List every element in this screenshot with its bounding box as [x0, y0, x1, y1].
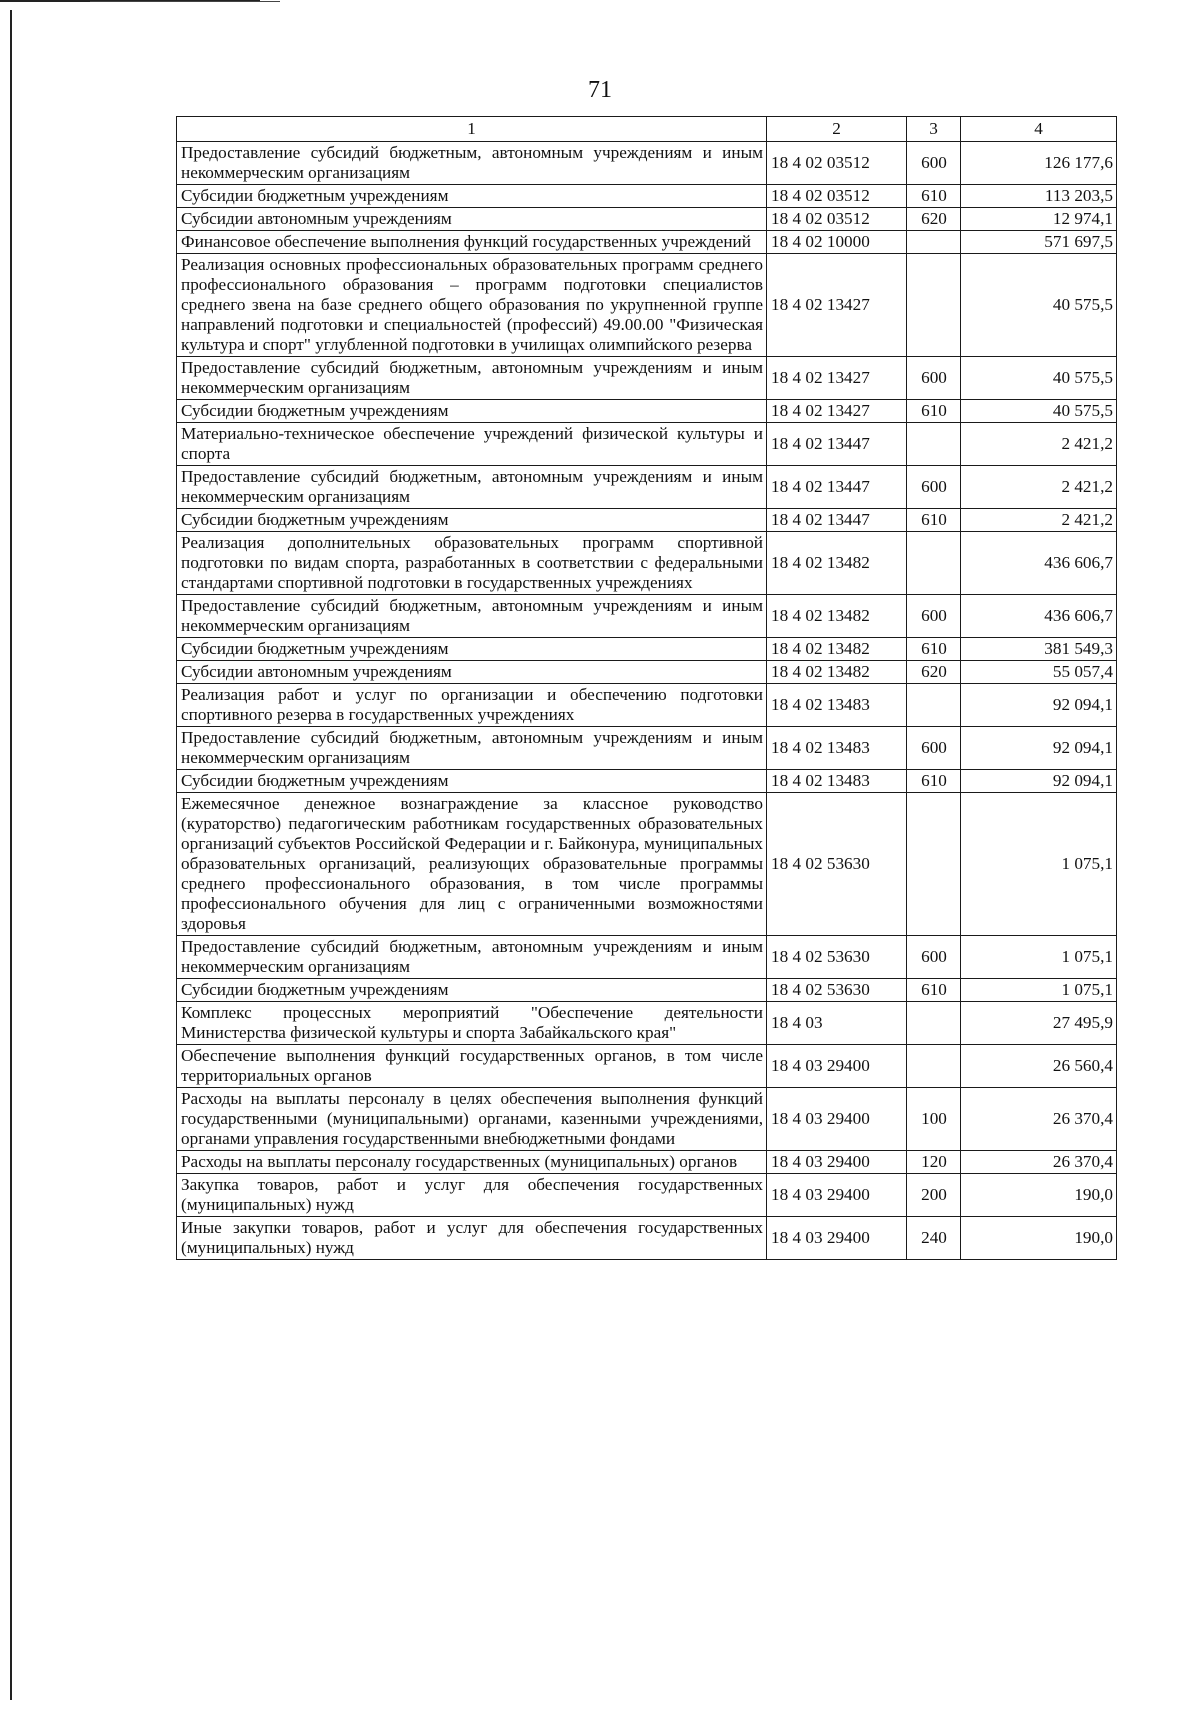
cell-name: Комплекс процессных мероприятий "Обеспечение деятельности Министерства физической культуры и спорта Забайкальского края"	[177, 1002, 767, 1045]
cell-name: Предоставление субсидий бюджетным, автономным учреждениям и иным некоммерческим организациям	[177, 727, 767, 770]
cell-sum: 2 421,2	[961, 423, 1117, 466]
cell-code: 18 4 02 13427	[767, 400, 907, 423]
table-row	[177, 509, 1117, 532]
cell-name: Предоставление субсидий бюджетным, автономным учреждениям и иным некоммерческим организациям	[177, 936, 767, 979]
cell-expense-type: 600	[907, 466, 961, 509]
table-row	[177, 684, 1117, 727]
scan-artifact-left-edge	[10, 10, 12, 1700]
cell-name: Субсидии бюджетным учреждениям	[177, 185, 767, 208]
cell-name: Субсидии бюджетным учреждениям	[177, 770, 767, 793]
budget-table	[176, 116, 1117, 1260]
cell-sum: 1 075,1	[961, 936, 1117, 979]
table-row	[177, 423, 1117, 466]
table-row	[177, 1174, 1117, 1217]
cell-sum: 1 075,1	[961, 793, 1117, 936]
cell-sum: 12 974,1	[961, 208, 1117, 231]
cell-expense-type	[907, 1002, 961, 1045]
cell-sum: 92 094,1	[961, 727, 1117, 770]
table-row	[177, 142, 1117, 185]
cell-sum: 92 094,1	[961, 684, 1117, 727]
page-number: 71	[588, 77, 612, 103]
header-col-1: 1	[177, 117, 767, 142]
cell-sum: 190,0	[961, 1174, 1117, 1217]
cell-code: 18 4 02 13482	[767, 638, 907, 661]
cell-code: 18 4 02 03512	[767, 142, 907, 185]
cell-sum: 92 094,1	[961, 770, 1117, 793]
cell-code: 18 4 02 53630	[767, 979, 907, 1002]
table-row	[177, 532, 1117, 595]
cell-name: Предоставление субсидий бюджетным, автономным учреждениям и иным некоммерческим организациям	[177, 357, 767, 400]
table-row	[177, 254, 1117, 357]
cell-sum: 40 575,5	[961, 357, 1117, 400]
cell-code: 18 4 03 29400	[767, 1088, 907, 1151]
cell-code: 18 4 03 29400	[767, 1151, 907, 1174]
header-col-4: 4	[961, 117, 1117, 142]
cell-expense-type	[907, 423, 961, 466]
cell-expense-type	[907, 532, 961, 595]
cell-name: Материально-техническое обеспечение учреждений физической культуры и спорта	[177, 423, 767, 466]
table-row	[177, 770, 1117, 793]
cell-expense-type: 100	[907, 1088, 961, 1151]
cell-expense-type: 600	[907, 142, 961, 185]
cell-expense-type	[907, 254, 961, 357]
cell-name: Реализация основных профессиональных образовательных программ среднего профессионального образования – программ подготовки специалистов среднего звена на базе среднего общего образования по укрупненной группе направлений подготовки и специальностей (профессий) 49.00.00 "Физическая культура и спорт" углубленной подготовки в училищах олимпийского резерва	[177, 254, 767, 357]
cell-sum: 2 421,2	[961, 466, 1117, 509]
cell-expense-type: 600	[907, 357, 961, 400]
cell-code: 18 4 02 53630	[767, 793, 907, 936]
table-header	[177, 117, 1117, 142]
cell-name: Субсидии автономным учреждениям	[177, 208, 767, 231]
table-row	[177, 1088, 1117, 1151]
cell-name: Субсидии бюджетным учреждениям	[177, 979, 767, 1002]
cell-code: 18 4 02 13447	[767, 509, 907, 532]
cell-code: 18 4 03 29400	[767, 1174, 907, 1217]
cell-expense-type: 610	[907, 770, 961, 793]
cell-sum: 26 370,4	[961, 1151, 1117, 1174]
cell-code: 18 4 03 29400	[767, 1045, 907, 1088]
cell-name: Субсидии бюджетным учреждениям	[177, 509, 767, 532]
cell-expense-type	[907, 231, 961, 254]
cell-expense-type: 120	[907, 1151, 961, 1174]
cell-code: 18 4 02 13427	[767, 254, 907, 357]
table-row	[177, 357, 1117, 400]
cell-expense-type	[907, 1045, 961, 1088]
cell-sum: 26 560,4	[961, 1045, 1117, 1088]
cell-expense-type: 610	[907, 185, 961, 208]
cell-code: 18 4 02 03512	[767, 208, 907, 231]
cell-expense-type: 200	[907, 1174, 961, 1217]
cell-sum: 381 549,3	[961, 638, 1117, 661]
table-row	[177, 1151, 1117, 1174]
table-row	[177, 208, 1117, 231]
table-row	[177, 727, 1117, 770]
cell-name: Закупка товаров, работ и услуг для обеспечения государственных (муниципальных) нужд	[177, 1174, 767, 1217]
cell-expense-type: 600	[907, 936, 961, 979]
table-body	[177, 142, 1117, 1260]
cell-sum: 1 075,1	[961, 979, 1117, 1002]
table-row	[177, 466, 1117, 509]
header-col-3: 3	[907, 117, 961, 142]
cell-code: 18 4 02 13483	[767, 684, 907, 727]
table-row	[177, 661, 1117, 684]
cell-code: 18 4 02 13427	[767, 357, 907, 400]
scan-artifact-top-line-2	[90, 1, 280, 2]
cell-expense-type: 610	[907, 400, 961, 423]
cell-expense-type: 620	[907, 661, 961, 684]
cell-sum: 113 203,5	[961, 185, 1117, 208]
table-row	[177, 936, 1117, 979]
cell-expense-type	[907, 684, 961, 727]
cell-sum: 2 421,2	[961, 509, 1117, 532]
cell-sum: 190,0	[961, 1217, 1117, 1260]
table-row	[177, 595, 1117, 638]
cell-sum: 26 370,4	[961, 1088, 1117, 1151]
cell-name: Обеспечение выполнения функций государственных органов, в том числе территориальных органов	[177, 1045, 767, 1088]
cell-sum: 436 606,7	[961, 595, 1117, 638]
table-row	[177, 638, 1117, 661]
cell-name: Субсидии бюджетным учреждениям	[177, 400, 767, 423]
cell-code: 18 4 02 13483	[767, 727, 907, 770]
cell-expense-type: 600	[907, 727, 961, 770]
cell-name: Предоставление субсидий бюджетным, автономным учреждениям и иным некоммерческим организациям	[177, 142, 767, 185]
cell-name: Реализация дополнительных образовательных программ спортивной подготовки по видам спорта, разработанных в соответствии с федеральными стандартами спортивной подготовки в государственных учреждениях	[177, 532, 767, 595]
cell-code: 18 4 03 29400	[767, 1217, 907, 1260]
cell-code: 18 4 02 13482	[767, 661, 907, 684]
table-row	[177, 400, 1117, 423]
cell-code: 18 4 02 13447	[767, 466, 907, 509]
cell-name: Ежемесячное денежное вознаграждение за классное руководство (кураторство) педагогическим работникам государственных образовательных организаций субъектов Российской Федерации и г. Байконура, муниципальных образовательных организаций, реализующих образовательные программы среднего профессионального образования, в том числе программы профессионального обучения для лиц с ограниченными возможностями здоровья	[177, 793, 767, 936]
cell-expense-type	[907, 793, 961, 936]
cell-code: 18 4 02 53630	[767, 936, 907, 979]
cell-code: 18 4 02 13447	[767, 423, 907, 466]
table-row	[177, 793, 1117, 936]
cell-code: 18 4 03	[767, 1002, 907, 1045]
cell-expense-type: 610	[907, 979, 961, 1002]
cell-sum: 40 575,5	[961, 254, 1117, 357]
header-row	[177, 117, 1117, 142]
table-row	[177, 1045, 1117, 1088]
cell-sum: 55 057,4	[961, 661, 1117, 684]
cell-expense-type: 610	[907, 638, 961, 661]
cell-name: Субсидии бюджетным учреждениям	[177, 638, 767, 661]
cell-sum: 40 575,5	[961, 400, 1117, 423]
cell-name: Субсидии автономным учреждениям	[177, 661, 767, 684]
cell-sum: 436 606,7	[961, 532, 1117, 595]
cell-code: 18 4 02 13482	[767, 532, 907, 595]
table-row	[177, 1217, 1117, 1260]
cell-code: 18 4 02 13482	[767, 595, 907, 638]
cell-name: Финансовое обеспечение выполнения функций государственных учреждений	[177, 231, 767, 254]
cell-expense-type: 240	[907, 1217, 961, 1260]
cell-expense-type: 600	[907, 595, 961, 638]
table-row	[177, 1002, 1117, 1045]
cell-name: Расходы на выплаты персоналу государственных (муниципальных) органов	[177, 1151, 767, 1174]
cell-code: 18 4 02 13483	[767, 770, 907, 793]
header-col-2: 2	[767, 117, 907, 142]
cell-name: Иные закупки товаров, работ и услуг для обеспечения государственных (муниципальных) нужд	[177, 1217, 767, 1260]
cell-code: 18 4 02 03512	[767, 185, 907, 208]
cell-sum: 571 697,5	[961, 231, 1117, 254]
cell-name: Реализация работ и услуг по организации и обеспечению подготовки спортивного резерва в государственных учреждениях	[177, 684, 767, 727]
cell-sum: 126 177,6	[961, 142, 1117, 185]
cell-sum: 27 495,9	[961, 1002, 1117, 1045]
cell-expense-type: 620	[907, 208, 961, 231]
table-row	[177, 231, 1117, 254]
cell-name: Предоставление субсидий бюджетным, автономным учреждениям и иным некоммерческим организациям	[177, 466, 767, 509]
cell-expense-type: 610	[907, 509, 961, 532]
table-row	[177, 979, 1117, 1002]
cell-name: Предоставление субсидий бюджетным, автономным учреждениям и иным некоммерческим организациям	[177, 595, 767, 638]
cell-code: 18 4 02 10000	[767, 231, 907, 254]
table-row	[177, 185, 1117, 208]
cell-name: Расходы на выплаты персоналу в целях обеспечения выполнения функций государственными (муниципальными) органами, казенными учреждениями, органами управления государственными внебюджетными фондами	[177, 1088, 767, 1151]
